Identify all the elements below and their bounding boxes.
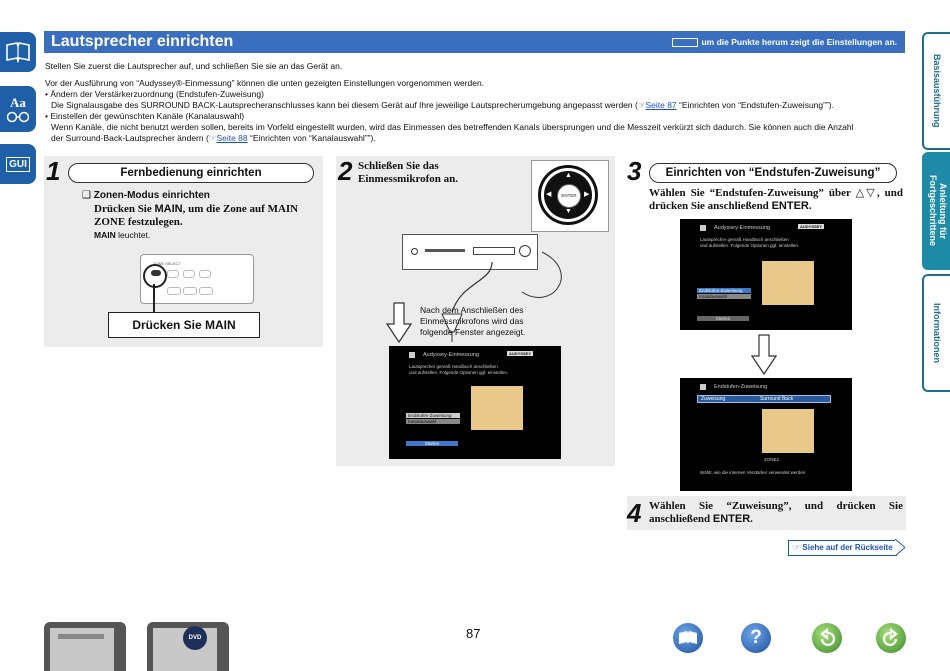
remote-button[interactable] xyxy=(167,287,181,295)
outline-box-icon xyxy=(672,38,698,47)
page-title: Lautsprecher einrichten xyxy=(51,33,234,50)
section-header xyxy=(44,31,905,53)
step2-panel xyxy=(336,156,615,466)
see-back-link[interactable]: ☞ Siehe auf der Rückseite xyxy=(788,540,897,556)
step2-caption: Nach dem Anschließen des Einmessmikrofons wird das folgende Fenster angezeigt. xyxy=(420,305,526,337)
option-kanalauswahl[interactable]: Kanalauswahl xyxy=(697,294,751,299)
link-seite-88[interactable]: Seite 88 xyxy=(216,133,248,143)
contents-book-icon[interactable] xyxy=(673,623,703,653)
remote-button[interactable] xyxy=(199,287,213,295)
step3-text: Wählen Sie “Endstufen-Zuweisung” über △▽, und drücken Sie anschließend ENTER. xyxy=(649,187,903,212)
option-endstufen-selected[interactable]: Endstufen-Zuweisung xyxy=(697,288,751,293)
audyssey-screen-2 xyxy=(680,219,852,330)
screen-title: Audyssey-Einmessung xyxy=(423,352,479,358)
device-icon-2[interactable] xyxy=(147,622,229,671)
screen-title: Audyssey-Einmessung xyxy=(714,225,770,231)
highlight-circle xyxy=(143,264,167,288)
screen-line2: und aufstellen. Folgende Optionen ggf. einstellen. xyxy=(409,370,509,375)
arrow-right-icon xyxy=(895,539,905,556)
zone-label: ZONE2 xyxy=(764,457,780,462)
room-diagram xyxy=(471,386,523,430)
option-kanalauswahl[interactable]: Kanalauswahl xyxy=(406,419,460,424)
room-diagram xyxy=(762,409,814,453)
endstufen-screen xyxy=(680,378,852,491)
step2-number: 2 xyxy=(338,156,353,186)
remote-label: ZONE SELECT xyxy=(153,261,181,266)
step3-title: Einrichten von “Endstufen-Zuweisung” xyxy=(649,163,897,183)
zone4-button[interactable] xyxy=(199,270,211,278)
zuweisung-row[interactable]: Zuweisung Surround Back xyxy=(697,395,831,403)
link-seite-87[interactable]: Seite 87 xyxy=(645,100,677,110)
room-diagram xyxy=(762,261,814,305)
audyssey-logo: AUDYSSEY xyxy=(800,224,823,229)
step1-panel xyxy=(44,156,323,347)
bullet2-text-cont: der Surround-Back-Lautsprecher ändern (☞Seite 88 “Einrichten von “Kanalauswahl””). xyxy=(51,133,376,143)
setup-icon xyxy=(409,352,415,358)
option-endstufen[interactable]: Endstufen-Zuweisung xyxy=(406,413,460,418)
callout-box: Drücken Sie MAIN xyxy=(108,312,260,338)
checkbox-icon: ❑ xyxy=(82,190,94,201)
device-icon-1[interactable] xyxy=(44,622,126,671)
audyssey-logo: AUDYSSEY xyxy=(509,351,532,356)
step4-number: 4 xyxy=(627,498,642,528)
page-ref-icon: ☞ xyxy=(793,543,801,552)
enter-button[interactable]: ENTER xyxy=(557,184,581,208)
step2-text: Schließen Sie das Einmessmikrofon an. xyxy=(358,160,459,185)
arrow-down-icon[interactable]: ▼ xyxy=(565,208,572,215)
step3-area xyxy=(627,156,906,531)
gui-icon[interactable]: GUI xyxy=(0,144,36,184)
cursor-pad-illustration xyxy=(531,160,609,232)
page-number: 87 xyxy=(466,626,481,641)
tab-informationen[interactable]: Informationen xyxy=(922,274,950,392)
tab-fortgeschrittene[interactable]: Anleitung für Fortgeschrittene xyxy=(922,152,950,270)
step1-subheading: ❑ Zonen-Modus einrichten xyxy=(82,190,210,201)
bullet1-text: Die Signalausgabe des SURROUND BACK-Lautsprecheranschlusses kann bei diesem Gerät auf Ihre jeweilige Lautsprecherumgebung angepasst werden (☞Seite 87 “Einrichten von “Endstufen-Zuweisung””). xyxy=(51,100,834,110)
zone2-button[interactable] xyxy=(167,270,179,278)
intro-line1: Stellen Sie zuerst die Lautsprecher auf, und schließen Sie sie an das Gerät an. xyxy=(45,61,343,71)
back-arrow-icon[interactable] xyxy=(812,623,842,653)
page-ref-icon: ☞ xyxy=(637,100,646,110)
audyssey-screen xyxy=(389,346,561,459)
forward-arrow-icon[interactable] xyxy=(876,623,906,653)
screen-hint: Wählt, wie die internen Verstärker verwendet werden xyxy=(700,470,806,475)
bullet2-title: • Einstellen der gewünschten Kanäle (Kanalauswahl) xyxy=(45,111,245,121)
screen-line2: und aufstellen. Folgende Optionen ggf. einstellen. xyxy=(700,243,800,248)
start-button[interactable]: Starten xyxy=(697,316,749,321)
glossary-icon[interactable]: Aa xyxy=(0,86,36,132)
intro-line2: Vor der Ausführung von “Audyssey®-Einmessung” können die unten gezeigten Einstellungen vorgenommen werden. xyxy=(45,78,485,88)
step4-panel xyxy=(627,496,906,530)
arrow-down-outline-icon xyxy=(386,302,412,344)
callout-line xyxy=(153,284,155,312)
arrow-left-icon[interactable]: ◀ xyxy=(546,191,552,198)
page-ref-icon: ☞ xyxy=(208,133,217,143)
header-note: um die Punkte herum zeigt die Einstellungen an. xyxy=(672,37,897,47)
setup-icon xyxy=(700,384,706,390)
arrow-right-icon[interactable]: ▶ xyxy=(584,191,590,198)
tab-basisausfuehrung[interactable]: Basisausführung xyxy=(922,32,950,150)
zone3-button[interactable] xyxy=(183,270,195,278)
step1-number: 1 xyxy=(46,156,61,186)
screen-line1: Lautsprecher gemäß Handbuch anschließen xyxy=(409,364,498,369)
step1-title: Fernbedienung einrichten xyxy=(68,163,314,183)
screen-line1: Lautsprecher gemäß Handbuch anschließen xyxy=(700,237,789,242)
bullet1-title: • Ändern der Verstärkerzuordnung (Endstufen-Zuweisung) xyxy=(45,89,264,99)
step1-note: MAIN leuchtet. xyxy=(94,230,151,240)
step3-number: 3 xyxy=(627,156,642,186)
setup-icon xyxy=(700,225,706,231)
arrow-down-outline-icon xyxy=(751,334,777,376)
arrow-up-icon[interactable]: ▲ xyxy=(565,172,572,179)
step4-text: Wählen Sie “Zuweisung”, und drücken Sie anschließend ENTER. xyxy=(649,500,903,525)
step1-text: Drücken Sie MAIN, um die Zone auf MAIN ZONE festzulegen. xyxy=(94,203,299,228)
remote-button[interactable] xyxy=(183,287,197,295)
screen-title: Endstufen-Zuweisung xyxy=(714,384,768,390)
bullet2-text: Wenn Kanäle, die nicht benutzt werden sollen, bereits im Vorfeld eingestellt wurden, wird das Einmessen des betreffenden Kanals übersprungen und die Messzeit verkürzt sich dadurch. Sie können auch die Anzahl xyxy=(51,122,854,132)
manual-book-icon[interactable] xyxy=(0,32,36,72)
start-button[interactable]: Starten xyxy=(406,441,458,446)
dvd-icon: DVD xyxy=(183,626,207,650)
help-question-icon[interactable]: ? xyxy=(741,623,771,653)
